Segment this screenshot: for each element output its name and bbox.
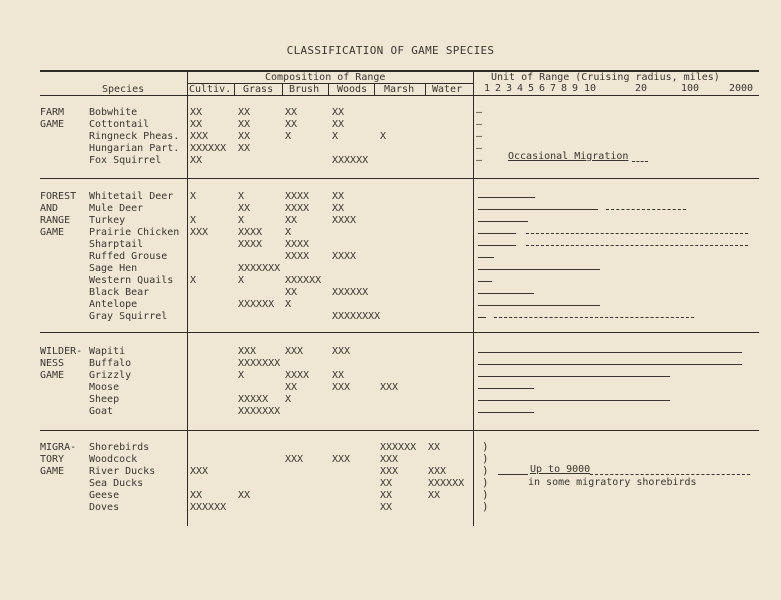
range-cell: XXXXXX — [190, 143, 227, 154]
species-name: Goat — [89, 406, 114, 417]
range-line — [478, 317, 486, 318]
bracket-paren: ) ) ) ) ) ) — [482, 440, 489, 513]
group-label: TORY — [40, 454, 65, 465]
group-separator-1 — [40, 178, 759, 179]
range-cell: XXXXXXX — [238, 263, 281, 274]
range-cell: XXXX — [238, 227, 263, 238]
range-cell: XXX — [190, 466, 209, 477]
range-cell: XX — [332, 107, 345, 118]
range-cell: XX — [332, 370, 345, 381]
range-cell: X — [332, 131, 339, 142]
range-line — [478, 400, 670, 401]
composition-header: Composition of Range — [265, 72, 386, 83]
col-div-1 — [234, 84, 235, 96]
range-cell: XXX — [238, 346, 257, 357]
range-cell: XXX — [285, 454, 304, 465]
species-name: Turkey — [89, 215, 126, 226]
range-cell: XXXXXX — [285, 275, 322, 286]
range-cell: XXX — [380, 466, 399, 477]
range-line — [478, 209, 598, 210]
col-woods: Woods — [337, 84, 368, 95]
group-separator-3 — [40, 430, 759, 431]
range-cell: XXX — [190, 131, 209, 142]
range-cell: XXXX — [238, 239, 263, 250]
range-cell: XX — [285, 382, 298, 393]
range-mark: — — [476, 155, 483, 166]
col-div-2 — [282, 84, 283, 96]
range-line — [478, 245, 516, 246]
range-line-dashed — [526, 233, 748, 234]
range-cell: XXXXXXX — [238, 406, 281, 417]
species-name: Mule Deer — [89, 203, 144, 214]
range-cell: XXX — [190, 227, 209, 238]
species-name: Grizzly — [89, 370, 132, 381]
range-cell: XXXXXXX — [238, 358, 281, 369]
range-mark: — — [476, 107, 483, 118]
range-cell: XX — [190, 490, 203, 501]
range-cell: XX — [428, 490, 441, 501]
scale-tick: 8 — [561, 83, 568, 94]
col-brush: Brush — [289, 84, 320, 95]
range-cell: XXX — [332, 454, 351, 465]
range-cell: XXXX — [285, 239, 310, 250]
range-cell: XX — [190, 119, 203, 130]
col-cultiv: Cultiv. — [189, 84, 232, 95]
col-div-3 — [328, 84, 329, 96]
species-name: Woodcock — [89, 454, 138, 465]
range-cell: XX — [190, 155, 203, 166]
range-cell: XX — [285, 107, 298, 118]
range-line — [478, 364, 742, 365]
range-line — [478, 233, 516, 234]
range-cell: X — [238, 370, 245, 381]
range-line — [478, 305, 600, 306]
range-cell: XX — [190, 107, 203, 118]
range-cell: XXXXXX — [332, 155, 369, 166]
range-line — [590, 474, 750, 475]
range-scale — [480, 83, 760, 95]
group-separator-2 — [40, 332, 759, 333]
scale-tick: 10 — [584, 83, 597, 94]
range-cell: XXXX — [332, 215, 357, 226]
group-label: MIGRA- — [40, 442, 77, 453]
species-name: Whitetail Deer — [89, 191, 174, 202]
range-cell: XXX — [380, 454, 399, 465]
range-cell: XX — [238, 203, 251, 214]
range-line — [478, 197, 535, 198]
species-name: River Ducks — [89, 466, 156, 477]
group-label: GAME — [40, 119, 65, 130]
scale-tick: 20 — [635, 83, 648, 94]
scale-tick: 2 — [495, 83, 502, 94]
range-cell: X — [285, 131, 292, 142]
range-cell: XXXXXX — [332, 287, 369, 298]
range-cell: XX — [332, 203, 345, 214]
species-name: Doves — [89, 502, 120, 513]
range-line — [478, 376, 670, 377]
scale-tick: 9 — [572, 83, 579, 94]
group-label: NESS — [40, 358, 65, 369]
range-cell: X — [380, 131, 387, 142]
range-cell: XXX — [332, 382, 351, 393]
range-mark: — — [476, 143, 483, 154]
range-mark: — — [476, 131, 483, 142]
range-mark: — — [476, 119, 483, 130]
range-cell: XX — [285, 119, 298, 130]
species-name: Cottontail — [89, 119, 150, 130]
scale-tick: 1 — [484, 83, 491, 94]
scale-tick: 2000 — [729, 83, 754, 94]
range-cell: XX — [285, 215, 298, 226]
species-name: Fox Squirrel — [89, 155, 162, 166]
range-cell: XXXX — [285, 251, 310, 262]
migration-dash — [632, 161, 648, 162]
range-line — [478, 352, 742, 353]
range-cell: XX — [238, 490, 251, 501]
range-cell: XXXX — [285, 370, 310, 381]
range-cell: XX — [380, 502, 393, 513]
group-label: GAME — [40, 466, 65, 477]
group-label: AND — [40, 203, 59, 214]
range-cell: X — [190, 215, 197, 226]
range-line-dashed — [526, 245, 748, 246]
range-cell: XXXXXX — [238, 299, 275, 310]
range-line — [478, 221, 528, 222]
scale-tick: 4 — [517, 83, 524, 94]
migration-note: Occasional Migration — [508, 151, 629, 162]
range-cell: XXXX — [285, 191, 310, 202]
species-name: Buffalo — [89, 358, 132, 369]
range-cell: X — [238, 191, 245, 202]
group-label: RANGE — [40, 215, 71, 226]
range-cell: XXXX — [285, 203, 310, 214]
scale-tick: 6 — [539, 83, 546, 94]
range-cell: X — [285, 394, 292, 405]
species-name: Shorebirds — [89, 442, 150, 453]
range-line — [478, 281, 492, 282]
species-name: Moose — [89, 382, 120, 393]
range-cell: XXXXX — [238, 394, 269, 405]
range-cell: XX — [332, 191, 345, 202]
col-div-5 — [425, 84, 426, 96]
scale-tick: 3 — [506, 83, 513, 94]
species-name: Sheep — [89, 394, 120, 405]
range-cell: XXXXXX — [190, 502, 227, 513]
col-div-4 — [374, 84, 375, 96]
species-name: Gray Squirrel — [89, 311, 168, 322]
species-name: Ruffed Grouse — [89, 251, 168, 262]
group-label: GAME — [40, 227, 65, 238]
range-cell: X — [190, 191, 197, 202]
species-name: Wapiti — [89, 346, 126, 357]
migratory-note: Up to 9000 — [530, 464, 591, 475]
range-cell: X — [190, 275, 197, 286]
species-name: Geese — [89, 490, 120, 501]
species-name: Bobwhite — [89, 107, 138, 118]
group-label: FOREST — [40, 191, 77, 202]
range-cell: XX — [332, 119, 345, 130]
species-name: Sharptail — [89, 239, 144, 250]
range-line — [478, 293, 534, 294]
range-cell: XX — [238, 143, 251, 154]
range-line — [478, 412, 534, 413]
species-name: Western Quails — [89, 275, 174, 286]
species-header: Species — [102, 84, 145, 95]
species-name: Antelope — [89, 299, 138, 310]
range-cell: X — [238, 275, 245, 286]
range-cell: XXXXXX — [380, 442, 417, 453]
group-label: GAME — [40, 370, 65, 381]
range-cell: X — [285, 299, 292, 310]
range-line-dashed — [494, 317, 694, 318]
unit-header: Unit of Range (Cruising radius, miles) — [491, 72, 720, 83]
species-name: Hungarian Part. — [89, 143, 180, 154]
range-cell: XX — [238, 119, 251, 130]
column-divider-species — [187, 71, 188, 526]
group-label: WILDER- — [40, 346, 83, 357]
species-name: Sea Ducks — [89, 478, 144, 489]
range-cell: XXX — [428, 466, 447, 477]
range-cell: XXX — [380, 382, 399, 393]
range-cell: XXX — [332, 346, 351, 357]
range-cell: XX — [238, 107, 251, 118]
migratory-note-detail: in some migratory shorebirds — [528, 477, 697, 488]
scale-tick: 7 — [550, 83, 557, 94]
range-line-dashed — [606, 209, 686, 210]
range-cell: XX — [285, 287, 298, 298]
col-grass: Grass — [243, 84, 274, 95]
range-cell: XX — [238, 131, 251, 142]
range-cell: XX — [428, 442, 441, 453]
scale-tick: 100 — [681, 83, 700, 94]
species-name: Ringneck Pheas. — [89, 131, 180, 142]
range-line — [498, 474, 528, 475]
range-cell: X — [238, 215, 245, 226]
column-divider-range — [473, 71, 474, 526]
page-title: CLASSIFICATION OF GAME SPECIES — [286, 44, 495, 57]
col-water: Water — [432, 84, 463, 95]
range-cell: X — [285, 227, 292, 238]
range-cell: XXXX — [332, 251, 357, 262]
range-cell: XX — [380, 490, 393, 501]
range-cell: XXXXXX — [428, 478, 465, 489]
range-line — [478, 269, 600, 270]
group-label: FARM — [40, 107, 65, 118]
range-line — [478, 257, 494, 258]
range-cell: XXX — [285, 346, 304, 357]
col-marsh: Marsh — [384, 84, 415, 95]
range-cell: XX — [380, 478, 393, 489]
species-name: Black Bear — [89, 287, 150, 298]
range-line — [478, 388, 534, 389]
species-name: Sage Hen — [89, 263, 138, 274]
scale-tick: 5 — [528, 83, 535, 94]
species-name: Prairie Chicken — [89, 227, 180, 238]
range-cell: XXXXXXXX — [332, 311, 381, 322]
